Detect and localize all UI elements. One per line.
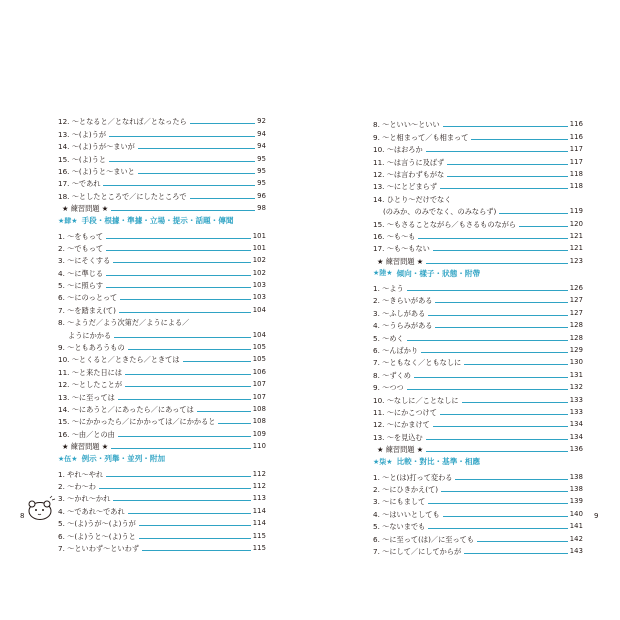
section-heading xyxy=(58,451,266,466)
dot-leader xyxy=(414,377,568,378)
dot-leader xyxy=(426,151,568,152)
dot-leader xyxy=(428,315,567,316)
toc-entry[interactable] xyxy=(373,417,583,429)
dot-leader xyxy=(464,553,568,554)
toc-entry[interactable] xyxy=(373,392,583,404)
entry-page-number: 133 xyxy=(569,407,583,416)
toc-entry[interactable] xyxy=(58,491,266,503)
entry-title: 13. ～を見込む xyxy=(373,432,423,442)
section-title: 傾向・樣子・狀態・附帶 xyxy=(396,268,481,278)
dot-leader xyxy=(426,451,568,452)
entry-title: 3. ～かれ～かれ xyxy=(58,494,111,504)
dot-leader xyxy=(440,188,568,189)
entry-title: 12. ～は言わずもがな xyxy=(373,169,445,179)
toc-entry[interactable] xyxy=(373,519,583,531)
page-number-left: 8 xyxy=(20,512,25,520)
entry-page-number: 140 xyxy=(569,509,583,518)
entry-title: 4. ～に準じる xyxy=(58,268,104,278)
toc-entry[interactable] xyxy=(58,327,266,339)
toc-entry[interactable] xyxy=(373,305,583,317)
toc-entry[interactable] xyxy=(58,466,266,478)
dot-leader xyxy=(433,250,568,251)
toc-entry[interactable] xyxy=(58,352,266,364)
section-number: ★柒★ xyxy=(373,457,393,466)
entry-page-number: 115 xyxy=(252,543,266,552)
entry-page-number: 96 xyxy=(257,191,266,200)
entry-page-number: 103 xyxy=(252,293,266,302)
dot-leader xyxy=(106,476,251,477)
entry-page-number: 108 xyxy=(252,404,266,413)
entry-title: ★ 練習問題 ★ xyxy=(62,442,109,452)
entry-title: 2. ～にひきかえ(て) xyxy=(373,484,439,494)
toc-entry[interactable] xyxy=(58,516,266,528)
entry-page-number: 127 xyxy=(569,296,583,305)
toc-entry[interactable] xyxy=(373,429,583,441)
entry-title: 2. ～でもって xyxy=(58,243,104,253)
entry-title: 6. ～んばかり xyxy=(373,346,419,356)
section-number: ★陸★ xyxy=(373,269,393,278)
toc-entry[interactable] xyxy=(58,389,266,401)
entry-title: 5. ～に照らす xyxy=(58,281,104,291)
toc-entry[interactable] xyxy=(373,117,583,129)
toc-right xyxy=(373,117,583,556)
entry-title: 1. やれ～やれ xyxy=(58,469,104,479)
dot-leader xyxy=(109,136,255,137)
entry-title: 10. ～とくると／ときたら／ときては xyxy=(58,355,180,365)
toc-left xyxy=(58,114,266,553)
entry-page-number: 107 xyxy=(252,380,266,389)
entry-page-number: 136 xyxy=(569,445,583,454)
toc-entry[interactable] xyxy=(58,479,266,491)
entry-page-number: 120 xyxy=(569,219,583,228)
entry-page-number: 130 xyxy=(569,358,583,367)
dot-leader xyxy=(139,525,251,526)
entry-title: ★ 練習問題 ★ xyxy=(377,256,424,266)
dot-leader xyxy=(125,386,251,387)
toc-entry[interactable] xyxy=(373,142,583,154)
toc-entry[interactable] xyxy=(58,151,266,163)
dot-leader xyxy=(190,123,255,124)
toc-entry[interactable] xyxy=(58,414,266,426)
entry-title: 6. ～に至って(は)／に至っても xyxy=(373,534,475,544)
dot-leader xyxy=(190,198,256,199)
entry-page-number: 102 xyxy=(252,268,266,277)
entry-page-number: 133 xyxy=(569,395,583,404)
section-heading xyxy=(58,213,266,228)
entry-page-number: 134 xyxy=(569,420,583,429)
entry-title: 8. ～といい～といい xyxy=(373,120,440,130)
toc-entry[interactable] xyxy=(58,278,266,290)
entry-title: 12. ～となると／となれば／となったら xyxy=(58,117,187,127)
entry-page-number: 127 xyxy=(569,308,583,317)
entry-title: 3. ～ふしがある xyxy=(373,308,426,318)
dot-leader xyxy=(462,402,568,403)
entry-title: 8. ～ようだ／よう次第だ／ようによる／ xyxy=(58,318,190,328)
entry-title: 1. ～をもって xyxy=(58,231,104,241)
toc-entry[interactable] xyxy=(373,494,583,506)
toc-entry[interactable] xyxy=(58,139,266,151)
dot-leader xyxy=(435,327,567,328)
section-title: 例示・列舉・並列・附加 xyxy=(81,454,166,464)
entry-title: 17. ～も～もない xyxy=(373,244,430,254)
entry-title: ★ 練習問題 ★ xyxy=(62,204,109,214)
entry-page-number: 132 xyxy=(569,383,583,392)
entry-page-number: 108 xyxy=(252,417,266,426)
entry-title: 6. ～(よ)うと～(よ)うと xyxy=(58,531,136,541)
toc-entry[interactable] xyxy=(58,503,266,515)
dot-leader xyxy=(114,337,251,338)
entry-title: 3. ～にそくする xyxy=(58,256,111,266)
section-number: ★肆★ xyxy=(58,216,78,225)
practice-entry[interactable] xyxy=(58,201,266,213)
toc-entry[interactable] xyxy=(373,191,583,203)
entry-title: 12. ～としたことが xyxy=(58,380,123,390)
dot-leader xyxy=(499,213,567,214)
toc-entry[interactable] xyxy=(58,228,266,240)
dot-leader xyxy=(139,538,251,539)
dot-leader xyxy=(435,302,567,303)
entry-page-number: 116 xyxy=(569,120,583,129)
entry-title: 3. ～にもまして xyxy=(373,497,426,507)
dot-leader xyxy=(109,161,255,162)
entry-title: 4. ～うらみがある xyxy=(373,321,433,331)
entry-title: 5. ～めく xyxy=(373,333,404,343)
entry-page-number: 138 xyxy=(569,472,583,481)
section-heading xyxy=(373,454,583,469)
entry-page-number: 92 xyxy=(257,117,266,126)
entry-title: 4. ～であれ～であれ xyxy=(58,506,125,516)
toc-entry[interactable] xyxy=(58,265,266,277)
toc-entry[interactable] xyxy=(373,469,583,481)
toc-entry[interactable] xyxy=(58,290,266,302)
entry-page-number: 110 xyxy=(252,442,266,451)
entry-title: 7. ～にして／にしてからが xyxy=(373,546,462,556)
bear-mascot-icon xyxy=(26,495,56,521)
entry-page-number: 119 xyxy=(569,207,583,216)
dot-leader xyxy=(128,349,251,350)
entry-page-number: 114 xyxy=(252,519,266,528)
section-heading xyxy=(373,266,583,281)
dot-leader xyxy=(99,488,251,489)
toc-entry[interactable] xyxy=(373,544,583,556)
dot-leader xyxy=(142,550,251,551)
entry-title: 5. ～ないまでも xyxy=(373,522,426,532)
entry-title: (のみか、のみでなく、のみならず) xyxy=(383,207,497,217)
toc-entry[interactable] xyxy=(58,114,266,126)
entry-title: 5. ～(よ)うが～(よ)うが xyxy=(58,519,136,529)
dot-leader xyxy=(441,491,568,492)
toc-entry[interactable] xyxy=(373,216,583,228)
entry-page-number: 105 xyxy=(252,355,266,364)
entry-page-number: 104 xyxy=(252,305,266,314)
practice-entry[interactable] xyxy=(58,439,266,451)
toc-entry[interactable] xyxy=(58,315,266,327)
entry-page-number: 105 xyxy=(252,343,266,352)
toc-entry[interactable] xyxy=(373,343,583,355)
entry-title: 7. ～といわず～といわず xyxy=(58,543,140,553)
toc-entry[interactable] xyxy=(373,241,583,253)
toc-entry[interactable] xyxy=(58,188,266,200)
entry-page-number: 114 xyxy=(252,506,266,515)
entry-page-number: 95 xyxy=(257,166,266,175)
entry-title: 14. ～(よ)うが～まいが xyxy=(58,142,135,152)
entry-page-number: 128 xyxy=(569,321,583,330)
dot-leader xyxy=(113,262,250,263)
entry-title: 9. ～つつ xyxy=(373,383,404,393)
dot-leader xyxy=(113,500,250,501)
entry-page-number: 131 xyxy=(569,370,583,379)
entry-page-number: 138 xyxy=(569,484,583,493)
toc-entry[interactable] xyxy=(373,167,583,179)
dot-leader xyxy=(407,290,568,291)
toc-entry[interactable] xyxy=(373,318,583,330)
entry-title: 7. ～ともなく／ともなしに xyxy=(373,358,462,368)
toc-entry[interactable] xyxy=(373,204,583,216)
entry-title: 6. ～にのっとって xyxy=(58,293,118,303)
toc-entry[interactable] xyxy=(58,302,266,314)
entry-title: 11. ～にかこつけて xyxy=(373,407,437,417)
toc-entry[interactable] xyxy=(58,241,266,253)
dot-leader xyxy=(447,176,568,177)
section-number: ★伍★ xyxy=(58,454,78,463)
page-number-right: 9 xyxy=(594,512,599,520)
entry-title: 17. ～であれ xyxy=(58,179,101,189)
dot-leader xyxy=(426,263,568,264)
dot-leader xyxy=(428,503,567,504)
section-title: 比較・對比・基準・相應 xyxy=(396,457,481,467)
entry-page-number: 115 xyxy=(252,531,266,540)
dot-leader xyxy=(197,411,251,412)
toc-entry[interactable] xyxy=(373,179,583,191)
entry-page-number: 129 xyxy=(569,346,583,355)
dot-leader xyxy=(138,173,255,174)
dot-leader xyxy=(443,516,568,517)
toc-entry[interactable] xyxy=(58,402,266,414)
entry-title: 14. ひとり～だけでなく xyxy=(373,194,452,204)
entry-page-number: 101 xyxy=(252,243,266,252)
dot-leader xyxy=(106,238,251,239)
entry-title: 14. ～にあうと／にあったら／にあっては xyxy=(58,404,194,414)
dot-leader xyxy=(455,479,567,480)
practice-entry[interactable] xyxy=(373,442,583,454)
dot-leader xyxy=(111,448,251,449)
entry-title: 8. ～ずくめ xyxy=(373,370,411,380)
entry-title: 15. ～もさることながら／もさるものながら xyxy=(373,219,517,229)
entry-page-number: 123 xyxy=(569,256,583,265)
dot-leader xyxy=(443,126,568,127)
entry-title: 7. ～を踏まえ(て) xyxy=(58,305,116,315)
entry-page-number: 121 xyxy=(569,231,583,240)
toc-entry[interactable] xyxy=(373,367,583,379)
toc-entry[interactable] xyxy=(58,541,266,553)
entry-page-number: 109 xyxy=(252,429,266,438)
toc-entry[interactable] xyxy=(373,330,583,342)
dot-leader xyxy=(111,210,255,211)
entry-title: 10. ～はおろか xyxy=(373,145,423,155)
toc-entry[interactable] xyxy=(373,482,583,494)
dot-leader xyxy=(218,423,250,424)
entry-page-number: 118 xyxy=(569,169,583,178)
entry-page-number: 139 xyxy=(569,497,583,506)
entry-page-number: 117 xyxy=(569,157,583,166)
entry-page-number: 128 xyxy=(569,333,583,342)
entry-title: ようにかかる xyxy=(68,330,112,340)
dot-leader xyxy=(138,148,255,149)
dot-leader xyxy=(447,164,568,165)
dot-leader xyxy=(407,389,568,390)
toc-entry[interactable] xyxy=(58,164,266,176)
dot-leader xyxy=(106,275,251,276)
entry-page-number: 95 xyxy=(257,179,266,188)
entry-page-number: 95 xyxy=(257,154,266,163)
entry-page-number: 134 xyxy=(569,432,583,441)
dot-leader xyxy=(128,513,251,514)
entry-title: 2. ～きらいがある xyxy=(373,296,433,306)
entry-page-number: 117 xyxy=(569,145,583,154)
dot-leader xyxy=(407,340,568,341)
entry-title: 16. ～由／との由 xyxy=(58,429,115,439)
entry-page-number: 106 xyxy=(252,367,266,376)
toc-entry[interactable] xyxy=(373,154,583,166)
entry-title: 4. ～はいいとしても xyxy=(373,509,440,519)
dot-leader xyxy=(183,361,251,362)
entry-title: 13. ～(よ)うが xyxy=(58,129,107,139)
dot-leader xyxy=(433,426,568,427)
dot-leader xyxy=(106,287,251,288)
entry-title: 15. ～(よ)うと xyxy=(58,154,107,164)
toc-entry[interactable] xyxy=(373,281,583,293)
entry-page-number: 103 xyxy=(252,281,266,290)
dot-leader xyxy=(426,439,568,440)
entry-title: 9. ～と相まって／も相まって xyxy=(373,132,469,142)
section-title: 手段・根據・準據・立場・提示・話題・傳聞 xyxy=(81,216,234,226)
toc-entry[interactable] xyxy=(58,364,266,376)
toc-entry[interactable] xyxy=(58,528,266,540)
entry-title: 1. ～と(は)打って変わる xyxy=(373,472,453,482)
entry-page-number: 116 xyxy=(569,132,583,141)
toc-entry[interactable] xyxy=(58,253,266,265)
entry-title: 16. ～も～も xyxy=(373,231,416,241)
entry-title: 1. ～よう xyxy=(373,284,404,294)
toc-entry[interactable] xyxy=(58,126,266,138)
entry-page-number: 112 xyxy=(252,481,266,490)
toc-entry[interactable] xyxy=(373,229,583,241)
entry-page-number: 113 xyxy=(252,494,266,503)
toc-entry[interactable] xyxy=(373,380,583,392)
toc-entry[interactable] xyxy=(373,405,583,417)
toc-entry[interactable] xyxy=(373,129,583,141)
dot-leader xyxy=(519,226,568,227)
entry-page-number: 107 xyxy=(252,392,266,401)
entry-title: 11. ～と来た日には xyxy=(58,367,123,377)
entry-title: 12. ～にかまけて xyxy=(373,420,430,430)
entry-page-number: 94 xyxy=(257,142,266,151)
dot-leader xyxy=(103,185,255,186)
entry-page-number: 112 xyxy=(252,469,266,478)
dot-leader xyxy=(125,374,251,375)
entry-title: 9. ～ともあろうもの xyxy=(58,343,125,353)
entry-title: 13. ～に至っては xyxy=(58,392,115,402)
toc-entry[interactable] xyxy=(58,426,266,438)
toc-entry[interactable] xyxy=(58,176,266,188)
entry-page-number: 104 xyxy=(252,330,266,339)
toc-entry[interactable] xyxy=(373,355,583,367)
entry-page-number: 143 xyxy=(569,546,583,555)
dot-leader xyxy=(464,364,568,365)
entry-title: 15. ～にかかったら／にかかっては／にかかると xyxy=(58,417,216,427)
dot-leader xyxy=(421,352,568,353)
entry-page-number: 102 xyxy=(252,256,266,265)
dot-leader xyxy=(477,541,568,542)
entry-title: 11. ～は言うに及ばず xyxy=(373,157,445,167)
dot-leader xyxy=(106,250,251,251)
dot-leader xyxy=(471,139,567,140)
dot-leader xyxy=(118,399,251,400)
entry-page-number: 101 xyxy=(252,231,266,240)
entry-title: 16. ～(よ)うと～まいと xyxy=(58,166,135,176)
entry-page-number: 94 xyxy=(257,129,266,138)
entry-title: 10. ～なしに／ことなしに xyxy=(373,395,459,405)
entry-title: ★ 練習問題 ★ xyxy=(377,445,424,455)
entry-page-number: 118 xyxy=(569,182,583,191)
toc-entry[interactable] xyxy=(373,506,583,518)
practice-entry[interactable] xyxy=(373,253,583,265)
dot-leader xyxy=(440,414,568,415)
entry-page-number: 98 xyxy=(257,204,266,213)
entry-page-number: 121 xyxy=(569,244,583,253)
entry-page-number: 126 xyxy=(569,284,583,293)
dot-leader xyxy=(428,528,567,529)
entry-page-number: 141 xyxy=(569,522,583,531)
toc-entry[interactable] xyxy=(373,293,583,305)
toc-entry[interactable] xyxy=(373,531,583,543)
entry-title: 18. ～としたところで／にしたところで xyxy=(58,191,187,201)
toc-entry[interactable] xyxy=(58,340,266,352)
toc-entry[interactable] xyxy=(58,377,266,389)
dot-leader xyxy=(119,312,251,313)
entry-page-number: 142 xyxy=(569,534,583,543)
dot-leader xyxy=(118,436,251,437)
entry-title: 13. ～にとどまらず xyxy=(373,182,438,192)
dot-leader xyxy=(120,299,250,300)
entry-title: 2. ～わ～わ xyxy=(58,481,96,491)
dot-leader xyxy=(418,238,567,239)
